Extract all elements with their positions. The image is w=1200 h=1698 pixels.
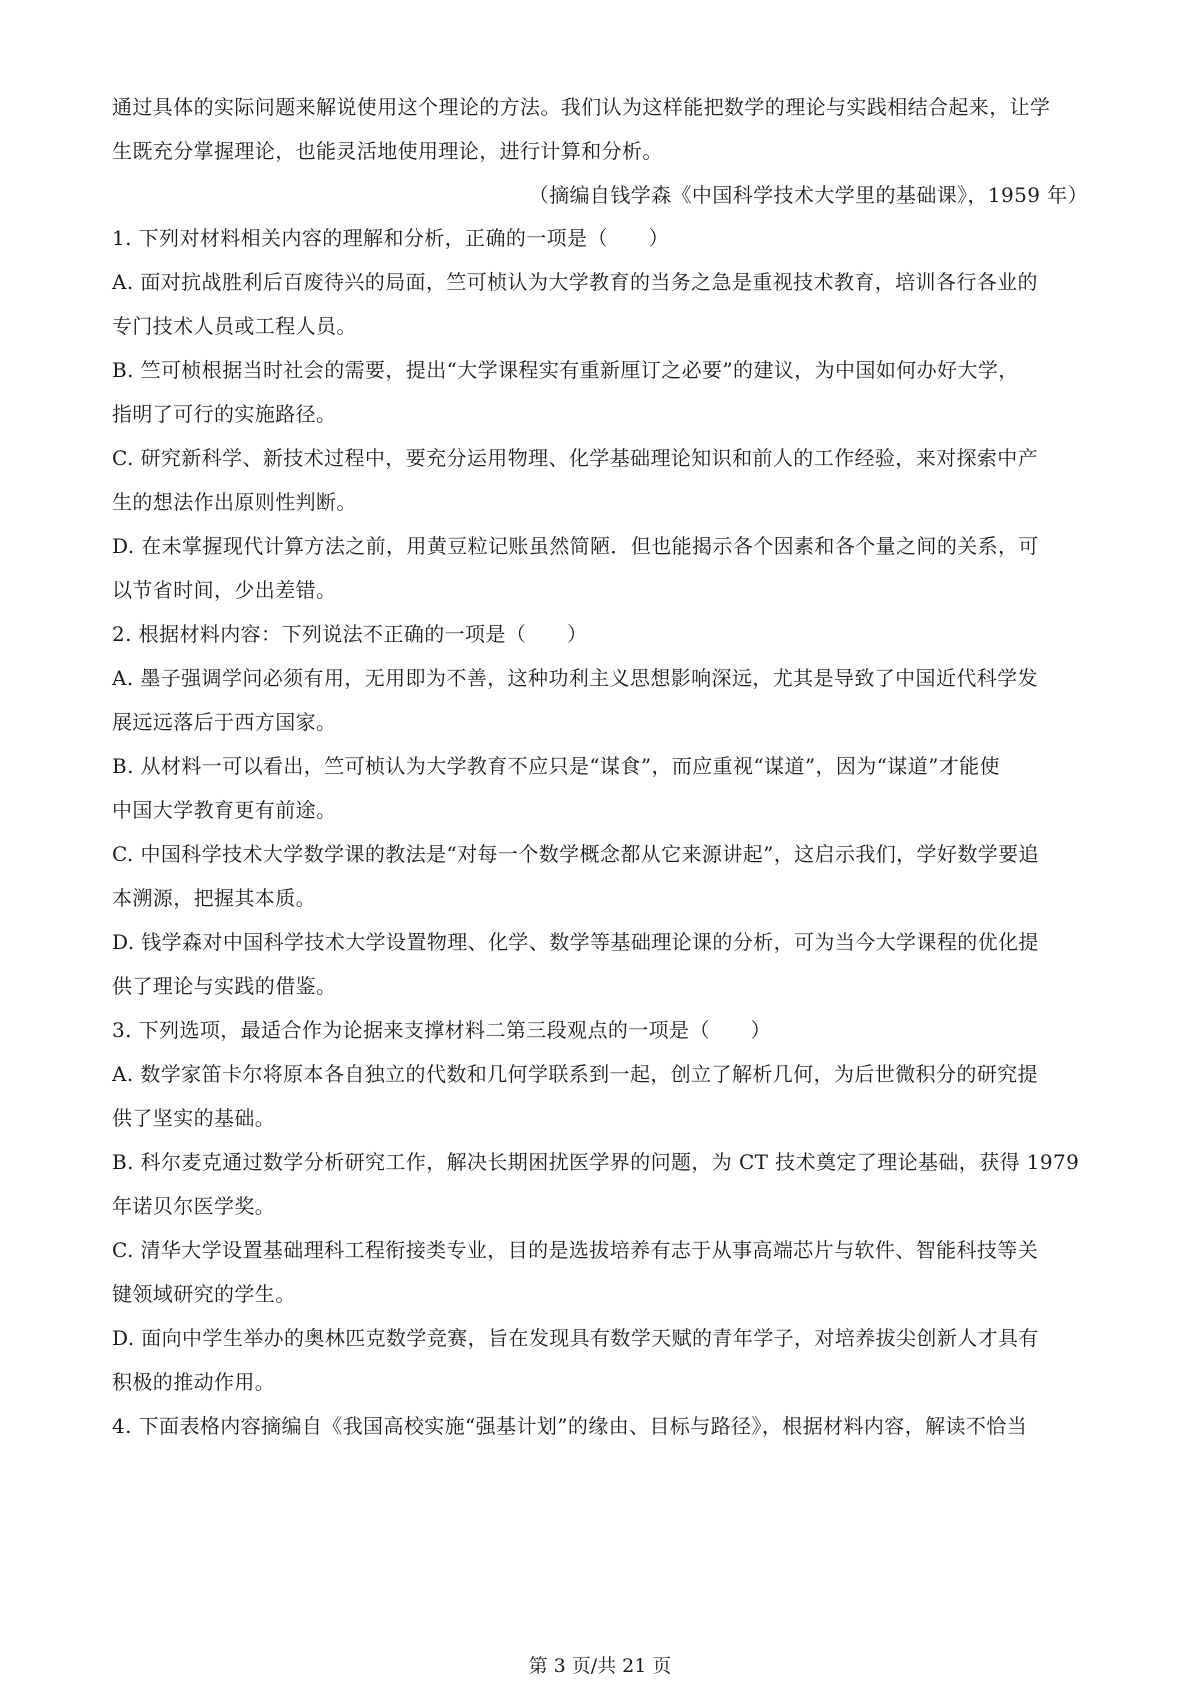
question-2-stem: 2. 根据材料内容：下列说法不正确的一项是（ ） (112, 622, 588, 646)
source-citation: （摘编自钱学森《中国科学技术大学里的基础课》，1959 年） (528, 183, 1088, 207)
question-3-option-b-cont: 年诺贝尔医学奖。 (112, 1194, 276, 1218)
question-3-option-c-cont: 键领域研究的学生。 (112, 1282, 296, 1306)
question-2-option-b-cont: 中国大学教育更有前途。 (112, 798, 337, 822)
question-1-option-d: D. 在未掌握现代计算方法之前，用黄豆粒记账虽然简陋．但也能揭示各个因素和各个量之间的关系，可 (112, 534, 1039, 558)
question-1-option-d-cont: 以节省时间，少出差错。 (112, 578, 337, 602)
question-2-option-a: A. 墨子强调学问必须有用，无用即为不善，这种功利主义思想影响深远，尤其是导致了中国近代科学发 (112, 666, 1038, 690)
question-3-option-c: C. 清华大学设置基础理科工程衔接类专业，目的是选拔培养有志于从事高端芯片与软件、智能科技等关 (112, 1238, 1039, 1262)
question-2-option-b: B. 从材料一可以看出，竺可桢认为大学教育不应只是“谋食”，而应重视“谋道”，因为“谋道”才能使 (112, 754, 1000, 778)
question-2-option-d-cont: 供了理论与实践的借鉴。 (112, 974, 337, 998)
question-3-option-a: A. 数学家笛卡尔将原本各自独立的代数和几何学联系到一起，创立了解析几何，为后世微积分的研究提 (112, 1062, 1038, 1086)
question-3-option-d: D. 面向中学生举办的奥林匹克数学竞赛，旨在发现具有数学天赋的青年学子，对培养拔尖创新人才具有 (112, 1326, 1039, 1350)
question-3-option-a-cont: 供了坚实的基础。 (112, 1106, 276, 1130)
question-1-stem: 1. 下列对材料相关内容的理解和分析，正确的一项是（ ） (112, 226, 670, 250)
page-number-footer: 第 3 页/共 21 页 (528, 1655, 672, 1677)
question-1-option-b-cont: 指明了可行的实施路径。 (112, 402, 337, 426)
question-2-option-c: C. 中国科学技术大学数学课的教法是“对每一个数学概念都从它来源讲起”，这启示我们，学好数学要追 (112, 842, 1039, 866)
question-3-stem: 3. 下列选项，最适合作为论据来支撑材料二第三段观点的一项是（ ） (112, 1018, 772, 1042)
intro-paragraph-line-1: 通过具体的实际问题来解说使用这个理论的方法。我们认为这样能把数学的理论与实践相结合起来，让学 (112, 95, 1051, 119)
question-2-option-c-cont: 本溯源，把握其本质。 (112, 886, 316, 910)
question-1-option-a-cont: 专门技术人员或工程人员。 (112, 314, 357, 338)
question-1-option-b: B. 竺可桢根据当时社会的需要，提出“大学课程实有重新厘订之必要”的建议，为中国如何办好大学， (112, 358, 1019, 382)
intro-paragraph-line-2: 生既充分掌握理论，也能灵活地使用理论，进行计算和分析。 (112, 139, 663, 163)
question-3-option-b: B. 科尔麦克通过数学分析研究工作，解决长期困扰医学界的问题，为 CT 技术奠定了理论基础，获得 1979 (112, 1150, 1080, 1174)
question-1-option-c-cont: 生的想法作出原则性判断。 (112, 490, 357, 514)
question-2-option-d: D. 钱学森对中国科学技术大学设置物理、化学、数学等基础理论课的分析，可为当今大学课程的优化提 (112, 930, 1039, 954)
question-1-option-c: C. 研究新科学、新技术过程中，要充分运用物理、化学基础理论知识和前人的工作经验，来对探索中产 (112, 446, 1039, 470)
question-4-stem: 4. 下面表格内容摘编自《我国高校实施“强基计划”的缘由、目标与路径》，根据材料内容，解读不恰当 (112, 1414, 1028, 1438)
question-1-option-a: A. 面对抗战胜利后百废待兴的局面，竺可桢认为大学教育的当务之急是重视技术教育，培训各行各业的 (112, 270, 1038, 294)
question-2-option-a-cont: 展远远落后于西方国家。 (112, 710, 337, 734)
question-3-option-d-cont: 积极的推动作用。 (112, 1370, 276, 1394)
